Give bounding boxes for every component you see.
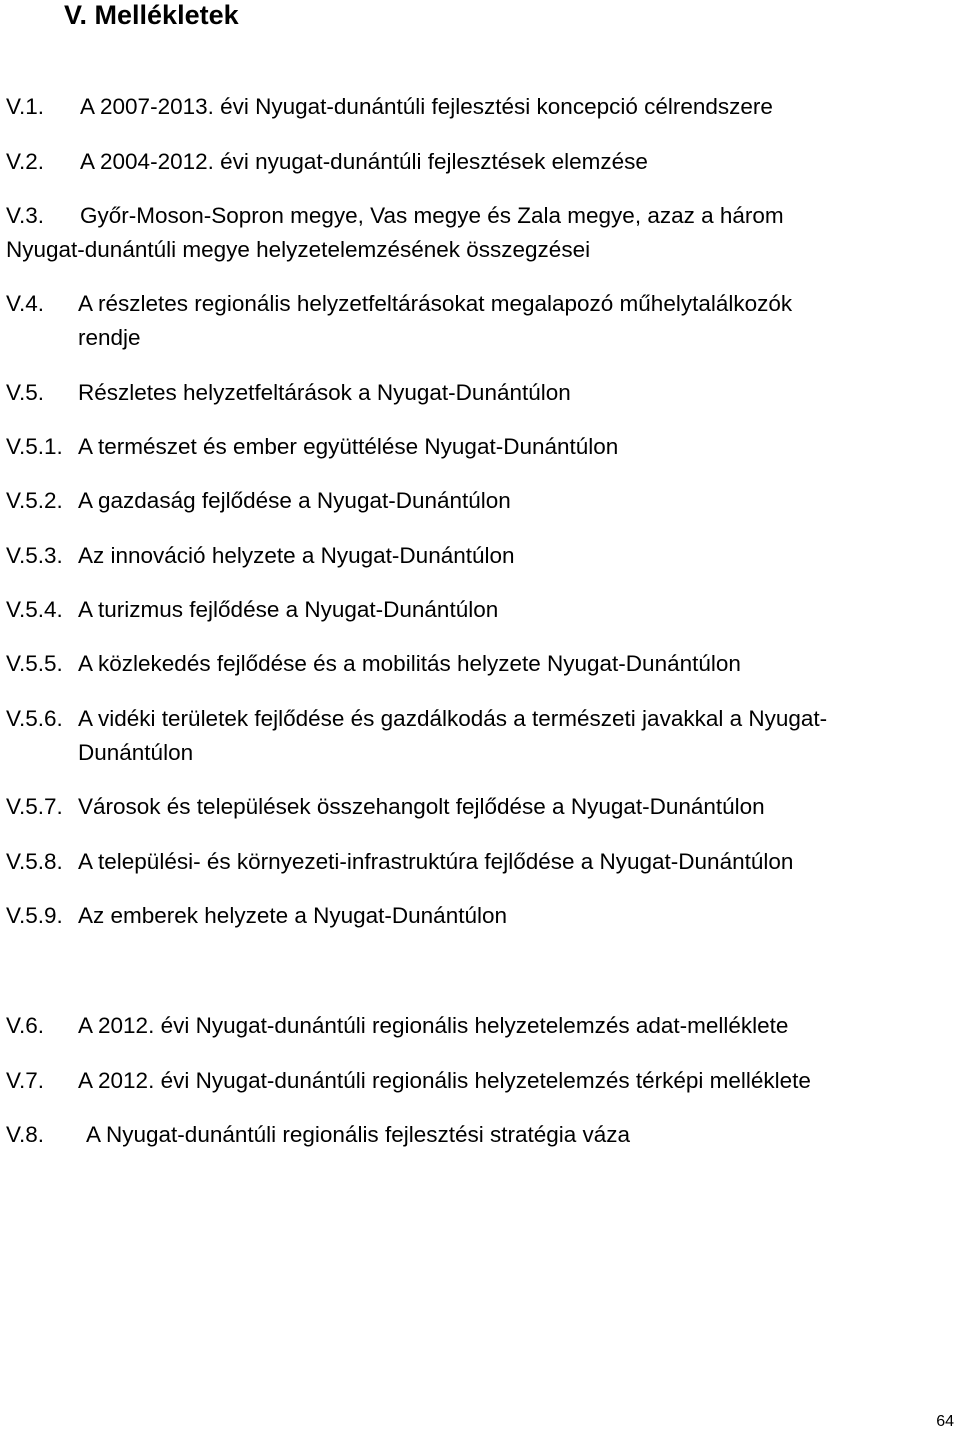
- item-text: A természet és ember együttélése Nyugat-Dunántúlon: [78, 434, 619, 459]
- item-text: Városok és települések összehangolt fejlődése a Nyugat-Dunántúlon: [78, 794, 765, 819]
- item-number: V.4.: [6, 291, 44, 316]
- item-text: A 2012. évi Nyugat-dunántúli regionális helyzetelemzés térképi melléklete: [78, 1068, 811, 1093]
- item-text-continued: rendje: [78, 325, 141, 350]
- item-text: A Nyugat-dunántúli regionális fejlesztési stratégia váza: [86, 1122, 631, 1147]
- item-text: Győr-Moson-Sopron megye, Vas megye és Zala megye, azaz a három: [80, 203, 784, 228]
- item-number: V.5.9.: [6, 903, 63, 928]
- page-number: 64: [936, 1413, 954, 1430]
- item-text: A települési- és környezeti-infrastruktúra fejlődése a Nyugat-Dunántúlon: [78, 849, 794, 874]
- item-number: V.1.: [6, 94, 44, 119]
- item-text-continued: Nyugat-dunántúli megye helyzetelemzésének összegzései: [6, 237, 591, 262]
- page-title: V. Mellékletek: [64, 0, 239, 30]
- item-text: A 2004-2012. évi nyugat-dunántúli fejlesztések elemzése: [80, 149, 648, 174]
- item-number: V.5.7.: [6, 794, 63, 819]
- item-text: A vidéki területek fejlődése és gazdálkodás a természeti javakkal a Nyugat-: [78, 706, 828, 731]
- item-number: V.5.1.: [6, 434, 63, 459]
- item-text: A gazdaság fejlődése a Nyugat-Dunántúlon: [78, 488, 511, 513]
- item-text: A 2007-2013. évi Nyugat-dunántúli fejlesztési koncepció célrendszere: [80, 94, 773, 119]
- item-number: V.7.: [6, 1068, 44, 1093]
- item-text-continued: Dunántúlon: [78, 740, 194, 765]
- item-number: V.5.3.: [6, 543, 63, 568]
- item-number: V.5.2.: [6, 488, 63, 513]
- item-number: V.6.: [6, 1013, 44, 1038]
- item-number: V.5.4.: [6, 597, 63, 622]
- item-number: V.5.5.: [6, 651, 63, 676]
- item-text: Részletes helyzetfeltárások a Nyugat-Dunántúlon: [78, 380, 571, 405]
- item-text: A részletes regionális helyzetfeltárásokat megalapozó műhelytalálkozók: [78, 291, 793, 316]
- item-number: V.3.: [6, 203, 44, 228]
- item-number: V.5.6.: [6, 706, 63, 731]
- item-text: Az emberek helyzete a Nyugat-Dunántúlon: [78, 903, 507, 928]
- item-number: V.8.: [6, 1122, 44, 1147]
- item-text: A közlekedés fejlődése és a mobilitás helyzete Nyugat-Dunántúlon: [78, 651, 741, 676]
- item-number: V.2.: [6, 149, 44, 174]
- item-text: A turizmus fejlődése a Nyugat-Dunántúlon: [78, 597, 499, 622]
- item-number: V.5.: [6, 380, 44, 405]
- item-text: Az innováció helyzete a Nyugat-Dunántúlon: [78, 543, 515, 568]
- item-number: V.5.8.: [6, 849, 63, 874]
- item-text: A 2012. évi Nyugat-dunántúli regionális helyzetelemzés adat-melléklete: [78, 1013, 789, 1038]
